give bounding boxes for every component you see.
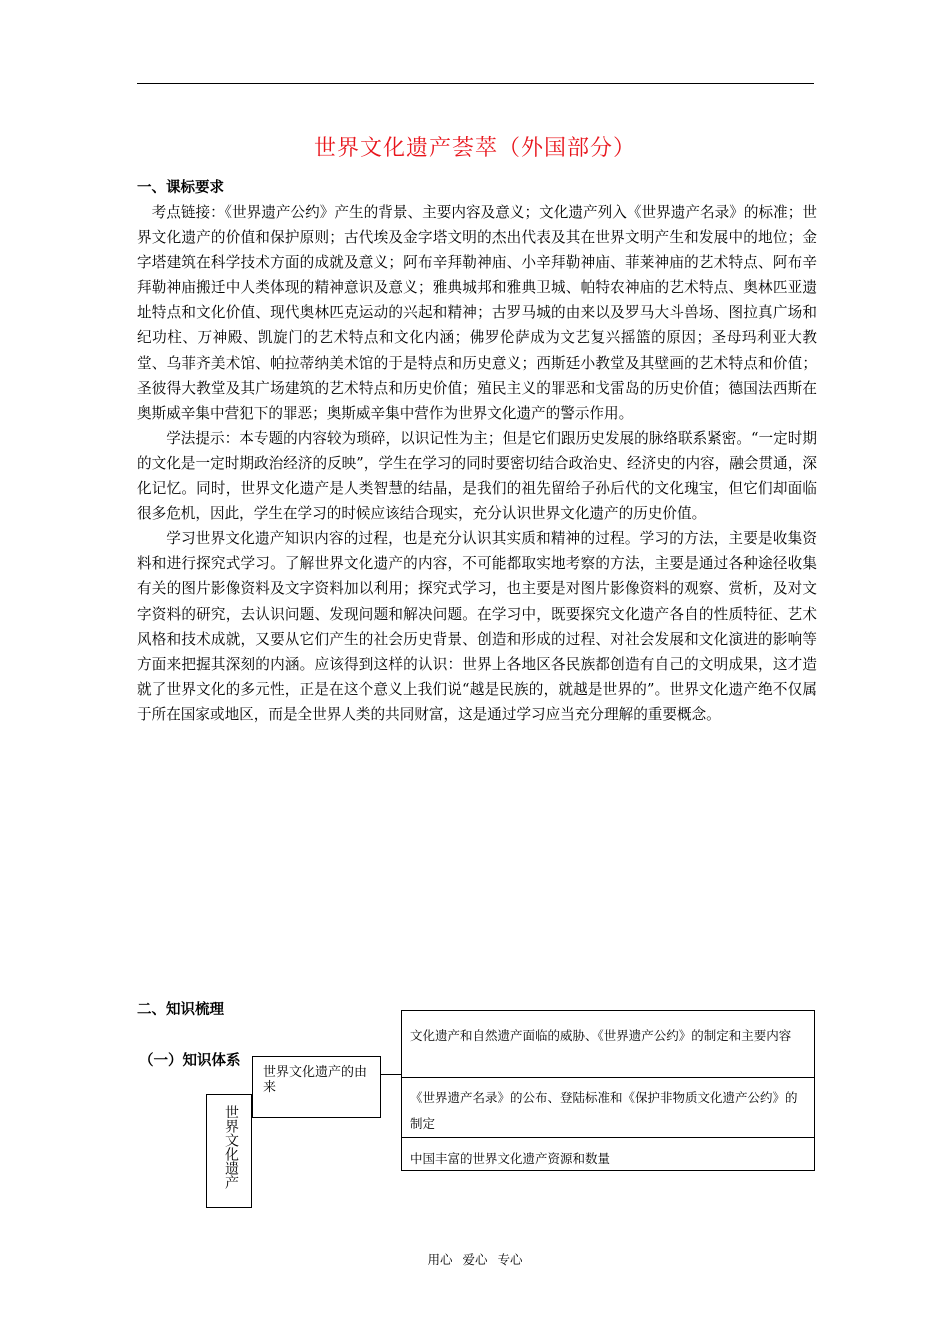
study-method-paragraph: 学习世界文化遗产知识内容的过程，也是充分认识其实质和精神的过程。学习的方法，主要是收集资料和进行探究式学习。了解世界文化遗产的内容，不可能都取实地考察的方法，主要是通过各种途径收集有关的图片影像资料及文字资料加以利用；探究式学习，也主要是对图片影像资料的观察、赏析，及对文字资料的研究，去认识问题、发现问题和解决问题。在学习中，既要探究文化遗产各自的性质特征、艺术风格和技术成就，又要从它们产生的社会历史背景、创造和形成的过程、对社会发展和文化演进的影响等方面来把握其深刻的内涵。应该得到这样的认识：世界上各地区各民族都创造有自己的文明成果，这才造就了世界文化的多元性，正是在这个意义上我们说“越是民族的，就越是世界的”。世界文化遗产绝不仅属于所在国家或地区，而是全世界人类的共同财富，这是通过学习应当充分理解的重要概念。 — [137, 530, 817, 723]
diagram-divider — [402, 1137, 814, 1138]
diagram-branch — [252, 1056, 381, 1118]
diagram-leaf-3: 中国丰富的世界文化遗产资源和数量 — [410, 1151, 611, 1166]
diagram-leaf-2: 《世界遗产名录》的公布、登陆标准和《保护非物质文化遗产公约》的制定 — [410, 1090, 798, 1131]
diagram-branch-label: 世界文化遗产的由来 — [263, 1065, 368, 1095]
section-heading-knowledge: 二、知识梳理 — [137, 1002, 224, 1018]
diagram-root — [206, 1094, 252, 1208]
top-rule — [137, 83, 814, 84]
page-footer: 用心 爱心 专心 — [427, 1252, 523, 1267]
section-subheading-system: （一）知识体系 — [139, 1049, 243, 1070]
diagram-leaf-group — [401, 1010, 815, 1171]
diagram-leaf-1: 文化遗产和自然遗产面临的威胁、《世界遗产公约》的制定和主要内容 — [410, 1028, 792, 1043]
diagram-root-label: 世界文化遗产 — [223, 1105, 239, 1189]
connector-to-leaf-1 — [380, 1074, 402, 1075]
diagram-divider — [402, 1077, 814, 1078]
study-tips-paragraph: 学法提示：本专题的内容较为琐碎，以识记性为主；但是它们跟历史发展的脉络联系紧密。“一定时期的文化是一定时期政治经济的反映”，学生在学习的同时要密切结合政治史、经济史的内容，融会贯通，深化记忆。同时，世界文化遗产是人类智慧的结晶，是我们的祖先留给子孙后代的文化瑰宝，但它们却面临很多危机，因此，学生在学习的时候应该结合现实，充分认识世界文化遗产的历史价值。 — [137, 429, 817, 523]
section-heading-requirements: 一、课标要求 — [137, 180, 224, 196]
requirements-body — [137, 200, 817, 727]
page-title: 世界文化遗产荟萃（外国部分） — [313, 136, 636, 161]
exam-points-paragraph: 考点链接：《世界遗产公约》产生的背景、主要内容及意义；文化遗产列入《世界遗产名录》的标准；世界文化遗产的价值和保护原则；古代埃及金字塔文明的杰出代表及其在世界文明产生和发展中的地位；金字塔建筑在科学技术方面的成就及意义；阿布辛拜勒神庙、小辛拜勒神庙、菲莱神庙的艺术特点、阿布辛拜勒神庙搬迁中人类体现的精神意识及意义；雅典城邦和雅典卫城、帕特农神庙的艺术特点、奥林匹亚遗址特点和文化价值、现代奥林匹克运动的兴起和精神；古罗马城的由来以及罗马大斗兽场、图拉真广场和纪功柱、万神殿、凯旋门的艺术特点和文化内涵；佛罗伦萨成为文艺复兴摇篮的原因；圣母玛利亚大教堂、乌菲齐美术馆、帕拉蒂纳美术馆的于是特点和历史意义；西斯廷小教堂及其壁画的艺术特点和价值；圣彼得大教堂及其广场建筑的艺术特点和历史价值；殖民主义的罪恶和戈雷岛的历史价值；德国法西斯在奥斯威辛集中营犯下的罪恶；奥斯威辛集中营作为世界文化遗产的警示作用。 — [137, 204, 817, 422]
connector-vertical — [401, 1074, 402, 1141]
